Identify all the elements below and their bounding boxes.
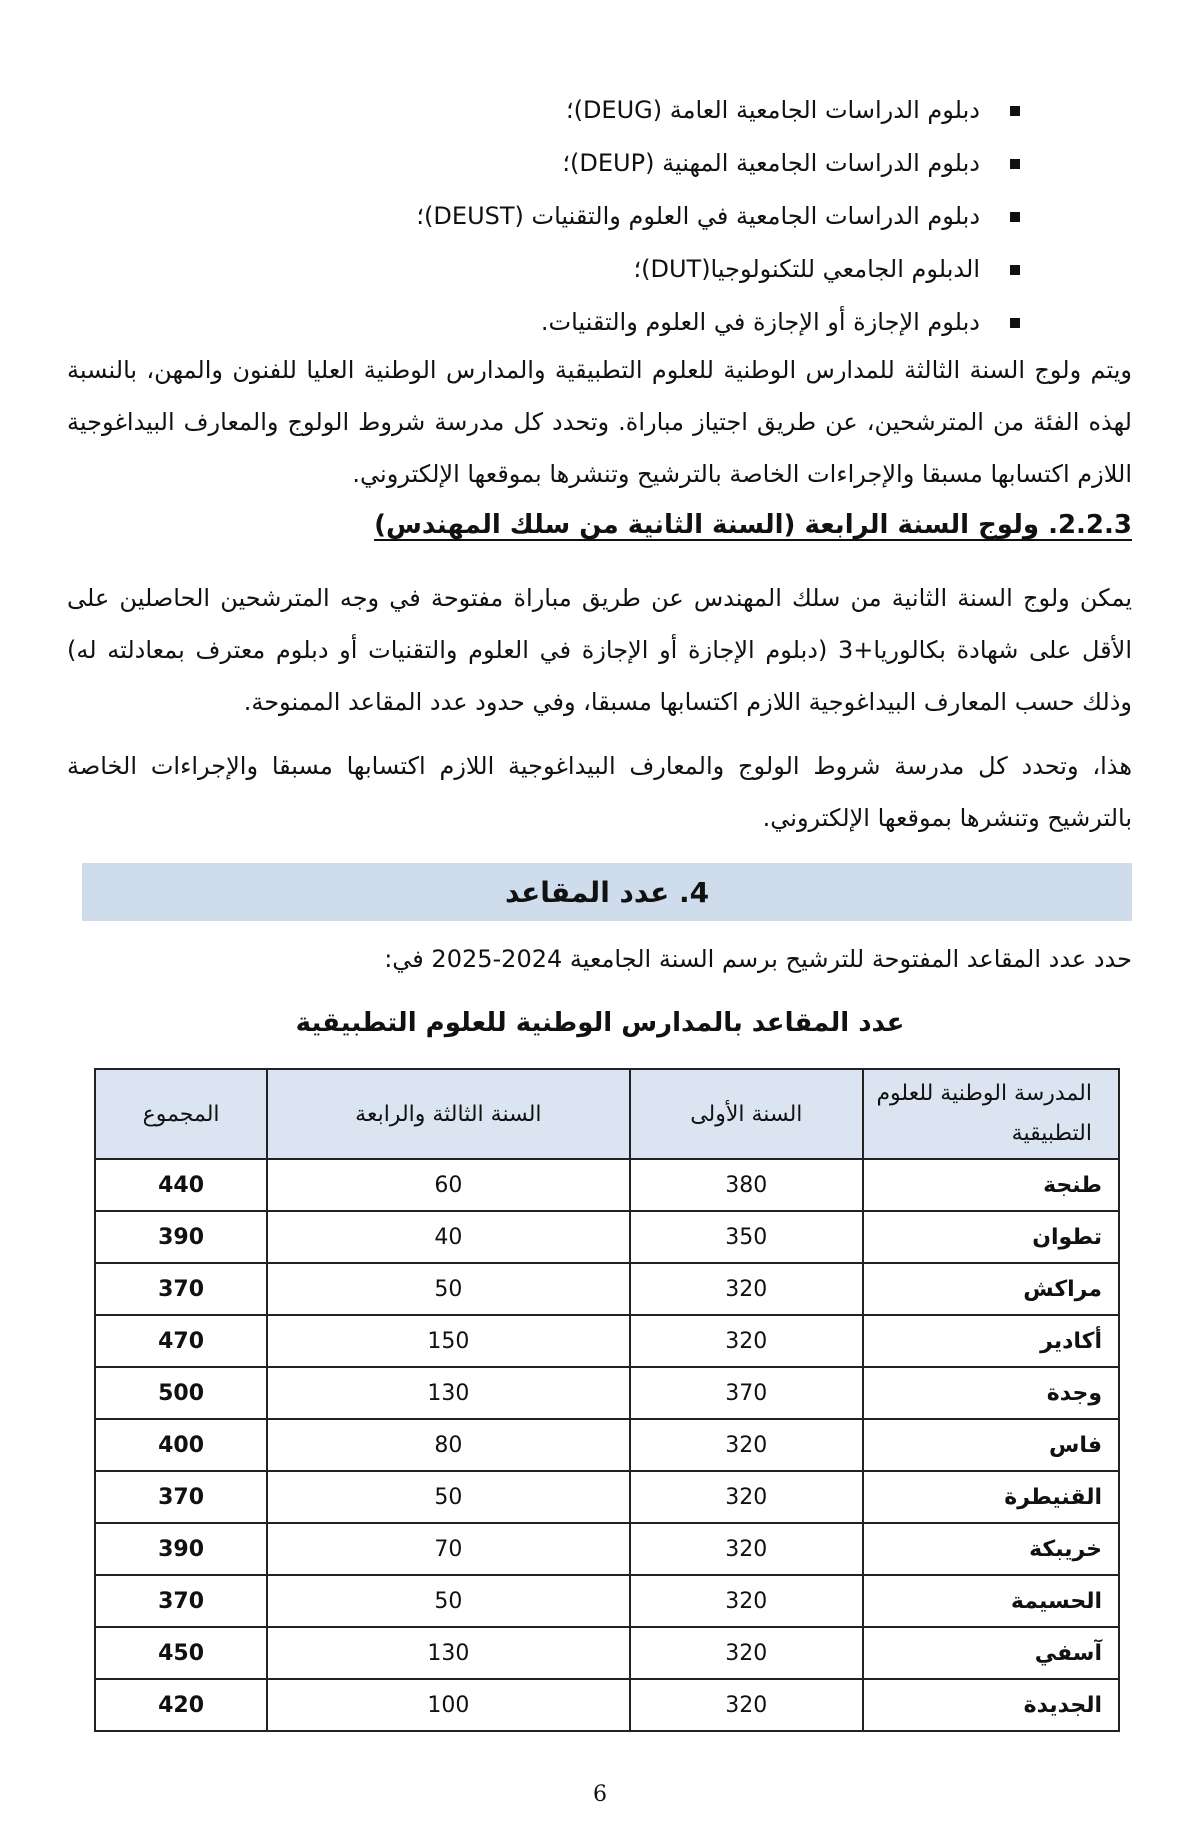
cell-total: 440 — [95, 1159, 267, 1211]
list-item-text: الدبلوم الجامعي للتكنولوجيا(DUT)؛ — [633, 255, 980, 283]
list-item-text: دبلوم الدراسات الجامعية المهنية (DEUP)؛ — [562, 149, 980, 177]
section-heading-bar — [82, 863, 1132, 921]
diploma-list — [120, 84, 1020, 349]
cell-total: 500 — [95, 1367, 267, 1419]
seats-intro: حدد عدد المقاعد المفتوحة للترشيح برسم السنة الجامعية 2024-2025 في: — [384, 945, 1132, 973]
list-item — [120, 190, 1020, 243]
cell-first-year: 320 — [630, 1315, 863, 1367]
list-item — [120, 296, 1020, 349]
cell-school: القنيطرة — [863, 1471, 1119, 1523]
square-bullet-icon — [1010, 159, 1020, 169]
cell-third-fourth-year: 130 — [267, 1367, 629, 1419]
cell-total: 420 — [95, 1679, 267, 1731]
table-row — [95, 1367, 1119, 1419]
cell-school: فاس — [863, 1419, 1119, 1471]
list-item-text: دبلوم الدراسات الجامعية في العلوم والتقنيات (DEUST)؛ — [416, 202, 980, 230]
cell-first-year: 380 — [630, 1159, 863, 1211]
cell-third-fourth-year: 100 — [267, 1679, 629, 1731]
square-bullet-icon — [1010, 106, 1020, 116]
cell-school: تطوان — [863, 1211, 1119, 1263]
cell-third-fourth-year: 60 — [267, 1159, 629, 1211]
cell-first-year: 320 — [630, 1627, 863, 1679]
table-title: عدد المقاعد بالمدارس الوطنية للعلوم التطبيقية — [295, 1008, 905, 1038]
seats-table — [94, 1068, 1120, 1732]
cell-third-fourth-year: 40 — [267, 1211, 629, 1263]
table-row — [95, 1471, 1119, 1523]
table-row — [95, 1315, 1119, 1367]
table-header-row — [95, 1069, 1119, 1159]
header-school: المدرسة الوطنية للعلوم التطبيقية — [863, 1069, 1119, 1159]
cell-first-year: 320 — [630, 1263, 863, 1315]
cell-total: 370 — [95, 1575, 267, 1627]
table-row — [95, 1575, 1119, 1627]
cell-school: أكادير — [863, 1315, 1119, 1367]
table-row — [95, 1627, 1119, 1679]
header-first-year: السنة الأولى — [630, 1069, 863, 1159]
cell-total: 470 — [95, 1315, 267, 1367]
cell-school: طنجة — [863, 1159, 1119, 1211]
cell-school: خريبكة — [863, 1523, 1119, 1575]
subheading-fourth-year: 2.2.3. ولوج السنة الرابعة (السنة الثانية من سلك المهندس) — [374, 510, 1132, 540]
cell-total: 450 — [95, 1627, 267, 1679]
list-item — [120, 243, 1020, 296]
list-item — [120, 84, 1020, 137]
cell-school: آسفي — [863, 1627, 1119, 1679]
square-bullet-icon — [1010, 212, 1020, 222]
paragraph-engineer-cycle: يمكن ولوج السنة الثانية من سلك المهندس عن طريق مباراة مفتوحة في وجه المترشحين الحاصلين على الأقل على شهادة بكالوريا+3 (دبلوم الإجازة أو الإجازة في العلوم والتقنيات أو دبلوم معترف بمعادلته له) وذلك حسب المعارف البيداغوجية اللازم اكتسابها مسبقا، وفي حدود عدد المقاعد الممنوحة. — [67, 584, 1132, 716]
cell-third-fourth-year: 70 — [267, 1523, 629, 1575]
cell-first-year: 320 — [630, 1679, 863, 1731]
square-bullet-icon — [1010, 265, 1020, 275]
cell-total: 390 — [95, 1211, 267, 1263]
list-item-text: دبلوم الإجازة أو الإجازة في العلوم والتقنيات. — [540, 308, 980, 336]
paragraph-conditions: هذا، وتحدد كل مدرسة شروط الولوج والمعارف البيداغوجية اللازم اكتسابها مسبقا والإجراءات الخاصة بالترشيح وتنشرها بموقعها الإلكتروني. — [67, 752, 1132, 832]
list-item — [120, 137, 1020, 190]
table-row — [95, 1263, 1119, 1315]
cell-first-year: 350 — [630, 1211, 863, 1263]
cell-first-year: 370 — [630, 1367, 863, 1419]
square-bullet-icon — [1010, 318, 1020, 328]
cell-total: 400 — [95, 1419, 267, 1471]
cell-school: الجديدة — [863, 1679, 1119, 1731]
cell-first-year: 320 — [630, 1471, 863, 1523]
header-total: المجموع — [95, 1069, 267, 1159]
cell-third-fourth-year: 150 — [267, 1315, 629, 1367]
cell-school: مراكش — [863, 1263, 1119, 1315]
cell-total: 390 — [95, 1523, 267, 1575]
cell-third-fourth-year: 50 — [267, 1471, 629, 1523]
table-row — [95, 1159, 1119, 1211]
cell-first-year: 320 — [630, 1419, 863, 1471]
header-third-fourth-year: السنة الثالثة والرابعة — [267, 1069, 629, 1159]
cell-first-year: 320 — [630, 1523, 863, 1575]
table-row — [95, 1211, 1119, 1263]
page-number: 6 — [593, 1782, 607, 1807]
cell-third-fourth-year: 50 — [267, 1263, 629, 1315]
cell-total: 370 — [95, 1471, 267, 1523]
table-row — [95, 1679, 1119, 1731]
section-heading: 4. عدد المقاعد — [504, 875, 710, 909]
cell-third-fourth-year: 130 — [267, 1627, 629, 1679]
table-row — [95, 1523, 1119, 1575]
table-row — [95, 1419, 1119, 1471]
cell-total: 370 — [95, 1263, 267, 1315]
cell-school: وجدة — [863, 1367, 1119, 1419]
cell-first-year: 320 — [630, 1575, 863, 1627]
cell-third-fourth-year: 50 — [267, 1575, 629, 1627]
list-item-text: دبلوم الدراسات الجامعية العامة (DEUG)؛ — [565, 96, 980, 124]
paragraph-third-year-access: ويتم ولوج السنة الثالثة للمدارس الوطنية للعلوم التطبيقية والمدارس الوطنية العليا للفنون والمهن، بالنسبة لهذه الفئة من المترشحين، عن طريق اجتياز مباراة. وتحدد كل مدرسة شروط الولوج والمعارف البيداغوجية اللازم اكتسابها مسبقا والإجراءات الخاصة بالترشيح وتنشرها بموقعها الإلكتروني. — [67, 356, 1132, 488]
cell-school: الحسيمة — [863, 1575, 1119, 1627]
cell-third-fourth-year: 80 — [267, 1419, 629, 1471]
